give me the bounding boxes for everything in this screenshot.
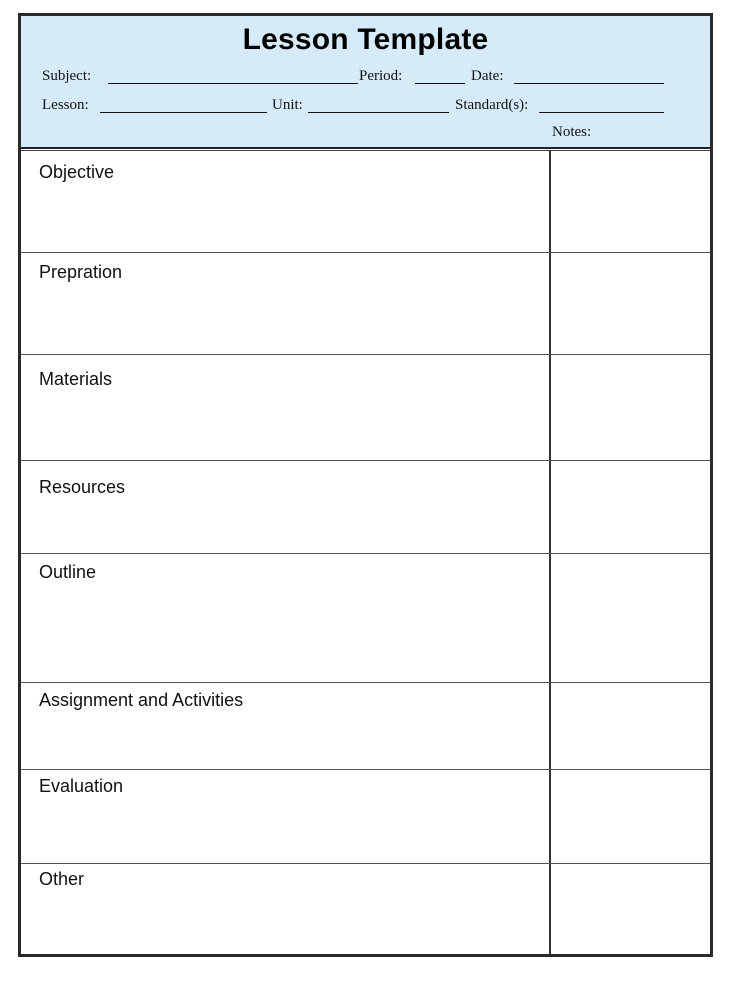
lesson-label: Lesson:	[42, 97, 89, 113]
section-row-evaluation[interactable]	[21, 770, 710, 864]
section-label: Prepration	[39, 262, 123, 282]
section-row-preparation[interactable]	[21, 253, 710, 355]
section-row-materials[interactable]	[21, 355, 710, 461]
standards-field[interactable]	[539, 112, 664, 113]
notes-cell[interactable]	[549, 253, 710, 354]
notes-cell[interactable]	[549, 151, 710, 252]
notes-cell[interactable]	[549, 355, 710, 460]
section-row-other[interactable]	[21, 864, 710, 954]
subject-field[interactable]	[108, 83, 358, 84]
notes-label: Notes:	[552, 124, 592, 140]
lesson-field[interactable]	[100, 112, 267, 113]
lesson-template-sheet	[18, 13, 713, 957]
section-label: Other	[39, 869, 85, 889]
standards-label: Standard(s):	[455, 97, 529, 113]
section-row-outline[interactable]	[21, 554, 710, 683]
section-label: Outline	[39, 562, 97, 582]
section-label: Objective	[39, 162, 115, 182]
section-row-assignment[interactable]	[21, 683, 710, 770]
unit-label: Unit:	[272, 97, 303, 113]
notes-cell[interactable]	[549, 864, 710, 954]
date-label: Date:	[471, 68, 504, 84]
notes-cell[interactable]	[549, 683, 710, 769]
page-title: Lesson Template	[242, 23, 489, 56]
date-field[interactable]	[514, 83, 664, 84]
section-row-objective[interactable]	[21, 151, 710, 253]
header-panel	[21, 16, 710, 149]
unit-field[interactable]	[308, 112, 449, 113]
section-label: Materials	[39, 369, 113, 389]
period-field[interactable]	[415, 83, 465, 84]
subject-label: Subject:	[42, 68, 92, 84]
period-label: Period:	[359, 68, 403, 84]
notes-cell[interactable]	[549, 770, 710, 863]
section-label: Assignment and Activities	[39, 690, 244, 710]
section-label: Evaluation	[39, 776, 124, 796]
notes-cell[interactable]	[549, 554, 710, 682]
section-row-resources[interactable]	[21, 461, 710, 554]
section-label: Resources	[39, 477, 126, 497]
notes-cell[interactable]	[549, 461, 710, 553]
